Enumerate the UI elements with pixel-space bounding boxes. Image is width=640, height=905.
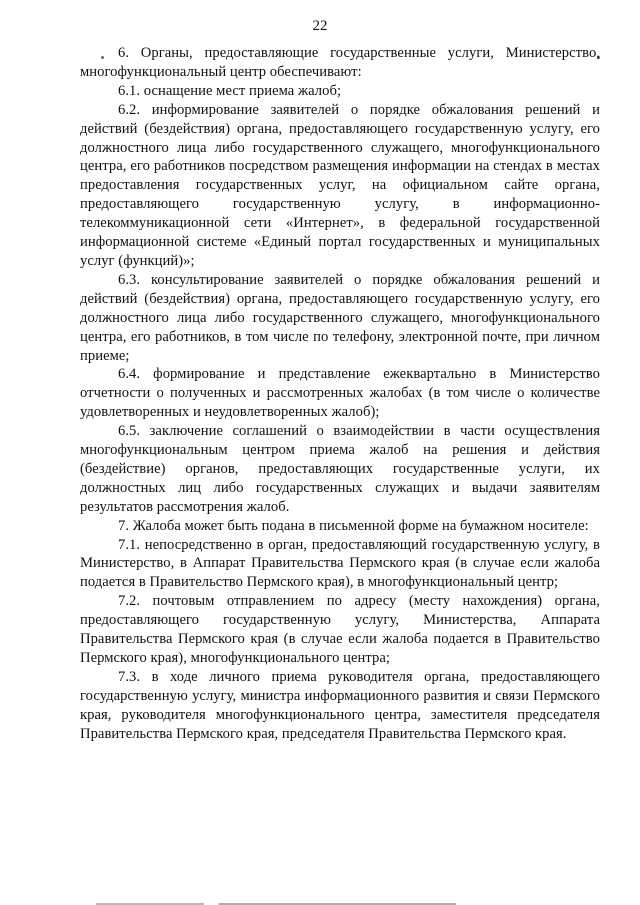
paragraph-7: 7. Жалоба может быть подана в письменной форме на бумажном носителе: [118, 517, 589, 534]
page-number: 22 [312, 18, 328, 34]
paragraph-6: 6. Органы, предоставляющие государственные услуги, Министерство, многофункциональный центр обеспечивают: [80, 45, 600, 80]
paragraph-6-1: 6.1. оснащение мест приема жалоб; [118, 82, 342, 99]
document-body [80, 44, 600, 744]
paragraph-6-5: 6.5. заключение соглашений о взаимодействии в части осуществления многофункциональным центром приема жалоб на решения и действия (бездействие) органов, предоставляющих государственные услуги, их должностных лиц либо государственных служащих и выдачи заявителям результатов рассмотрения жалоб. [80, 423, 600, 515]
paragraph-7-2: 7.2. почтовым отправлением по адресу (месту нахождения) органа, предоставляющего государственную услугу, Министерства, Аппарата Правительства Пермского края (в случае если жалоба подается в Правительство Пермского края), многофункционального центра; [80, 593, 600, 666]
paragraph-7-1: 7.1. непосредственно в орган, предоставляющий государственную услугу, в Министерство, в Аппарат Правительства Пермского края (в случае если жалоба подается в Правительство Пермского края), в многофункциональный центр; [80, 536, 600, 591]
paragraph-7-3: 7.3. в ходе личного приема руководителя органа, предоставляющего государственную услугу, министра информационного развития и связи Пермского края, руководителя многофункционального центра, заместителя председателя Правительства Пермского края, председателя Правительства Пермского края. [80, 668, 600, 742]
paragraph-6-2: 6.2. информирование заявителей о порядке обжалования решений и действий (бездействия) органа, предоставляющего государственную услугу, его должностного лица либо государственного служащего, многофункционального центра, его работников посредством размещения информации на стендах в местах предоставления государственных услуг, на официальном сайте органа, предоставляющего государственную услугу, в информационно-телекоммуникационной сети «Интернет», в федеральной государственной информационной системе «Единый портал государственных и муниципальных услуг (функций)»; [80, 101, 600, 269]
paragraph-6-4: 6.4. формирование и представление ежеквартально в Министерство отчетности о полученных и рассмотренных жалобах (в том числе о количестве удовлетворенных и неудовлетворенных жалоб); [80, 366, 600, 421]
paragraph-6-3: 6.3. консультирование заявителей о порядке обжалования решений и действий (бездействия) органа, предоставляющего государственную услугу, его должностного лица либо государственного служащего, многофункционального центра, его работников, в том числе по телефону, электронной почте, при личном приеме; [80, 271, 600, 364]
